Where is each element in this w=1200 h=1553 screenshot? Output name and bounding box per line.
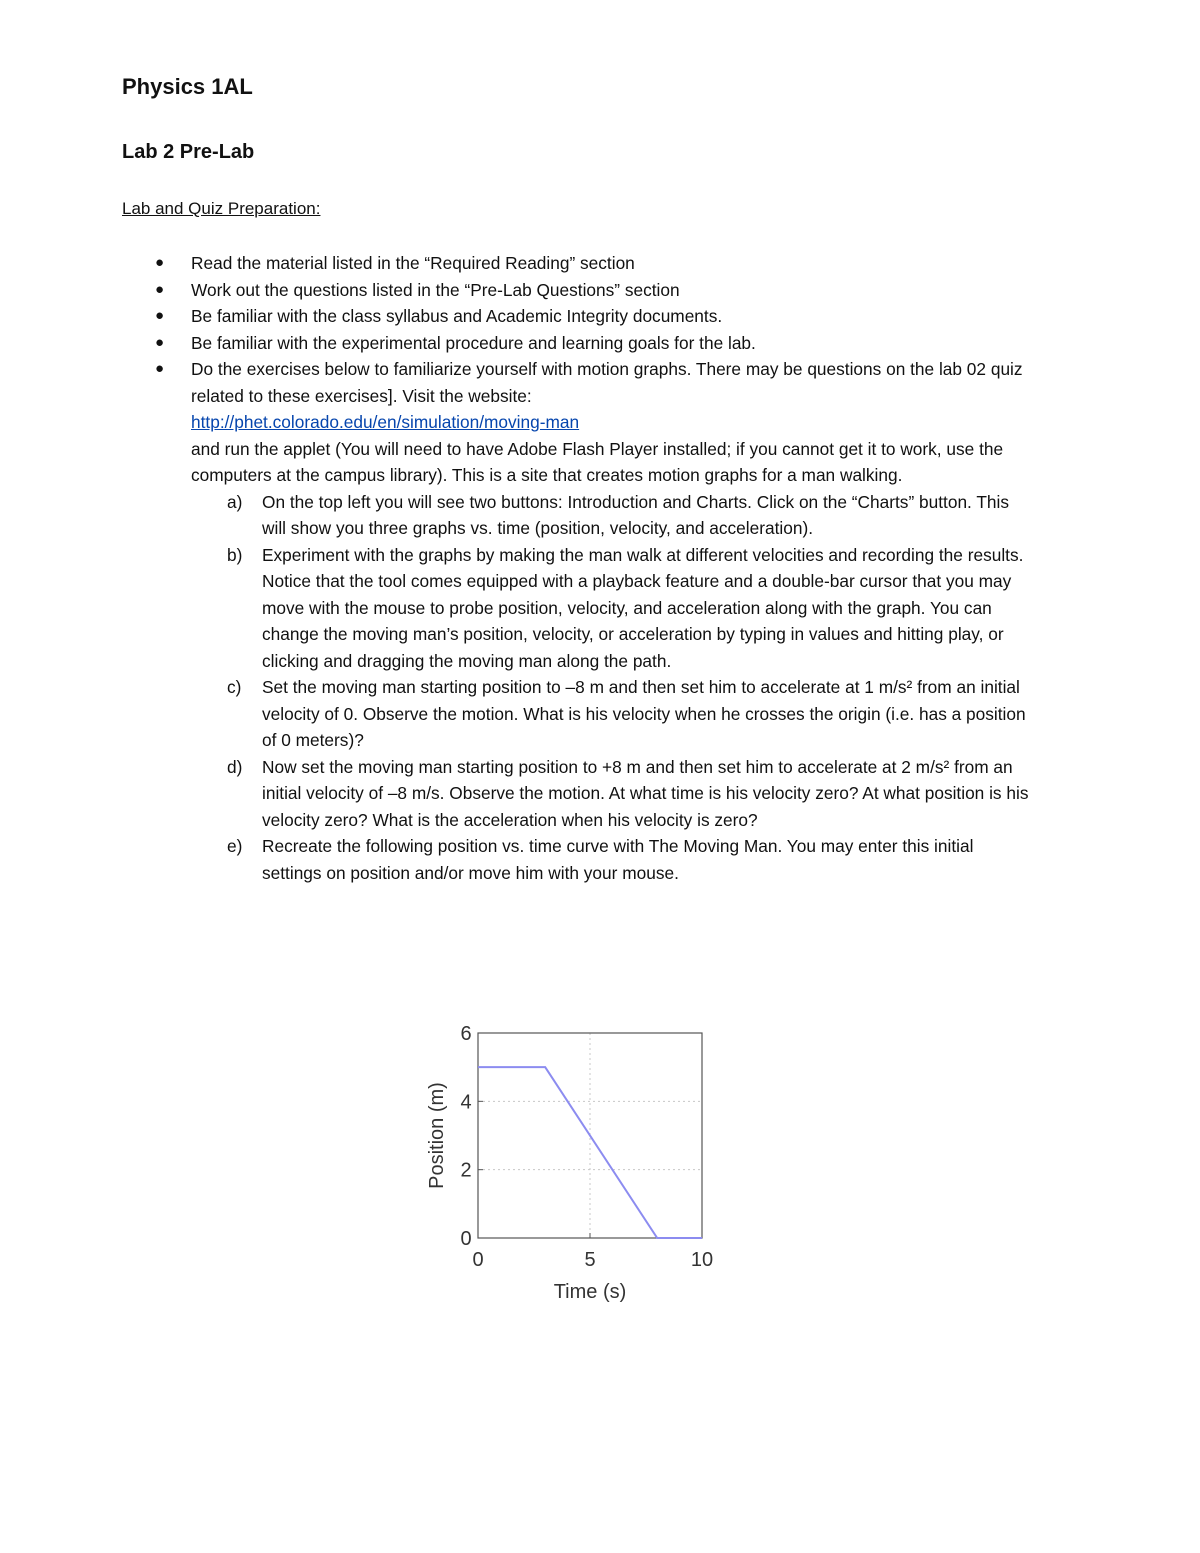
x-tick-label: 5 — [584, 1249, 596, 1271]
bullet-text: Be familiar with the class syllabus and Academic Integrity documents. — [191, 306, 723, 326]
item-letter: a) — [227, 491, 243, 512]
bullet-text: Do the exercises below to familiarize yourself with motion graphs. There may be questions on the lab 02 quiz related to these exercises]. Visit the website: — [191, 359, 1023, 406]
lab-title: Lab 2 Pre-Lab — [122, 141, 255, 163]
sub-list-item — [0, 674, 1032, 754]
y-tick-label: 6 — [460, 1023, 472, 1045]
list-item — [0, 330, 1031, 357]
series-line-position — [478, 1067, 702, 1238]
bullet-icon: ● — [155, 333, 165, 351]
item-text: Experiment with the graphs by making the man walk at different velocities and recording the results. Notice that the tool comes equipped with a playback feature and a double-bar cursor that you may move with the mouse to probe position, velocity, and acceleration along with the graph. You can change the moving man’s position, velocity, or acceleration by typing in values and hitting play, or clicking and dragging the moving man along the path. — [262, 544, 1024, 671]
item-letter: c) — [227, 677, 242, 697]
bullet-icon: ● — [155, 254, 165, 271]
moving-man-link[interactable]: http://phet.colorado.edu/en/simulation/moving-man — [191, 412, 580, 432]
section-heading: Lab and Quiz Preparation: — [122, 199, 321, 218]
bullet-icon: ● — [155, 307, 165, 324]
sub-list-item — [0, 489, 1032, 542]
item-text: Recreate the following position vs. time curve with The Moving Man. You may enter this initial settings on position and/or move him with your mouse. — [262, 836, 974, 883]
item-letter: b) — [227, 544, 243, 565]
bullet-text: and run the applet (You will need to have Adobe Flash Player installed; if you cannot get it to work, use the computers at the campus library). This is a site that creates motion graphs for a man walking. — [191, 438, 1004, 485]
item-letter: e) — [227, 836, 243, 856]
item-letter: d) — [227, 756, 243, 777]
bullet-icon: ● — [155, 280, 165, 298]
x-axis-label: Time (s) — [553, 1281, 627, 1303]
sub-list-item — [0, 833, 1032, 886]
list-item — [0, 277, 1031, 304]
course-title: Physics 1AL — [122, 74, 253, 99]
bullet-text: Work out the questions listed in the “Pre-Lab Questions” section — [191, 279, 680, 300]
x-tick-label: 10 — [690, 1249, 714, 1271]
list-item — [0, 356, 1031, 489]
item-text: Set the moving man starting position to –8 m and then set him to accelerate at 1 m/s² from an initial velocity of 0. Observe the motion. What is his velocity when he crosses the origin (i.e. has a position of 0 meters)? — [262, 677, 1026, 750]
y-tick-label: 0 — [460, 1228, 472, 1250]
x-tick-label: 0 — [472, 1249, 484, 1271]
sub-list-item — [0, 542, 1032, 675]
y-tick-label: 4 — [460, 1091, 472, 1114]
list-item — [0, 250, 1031, 277]
item-text: On the top left you will see two buttons: Introduction and Charts. Click on the “Charts” button. This will show you three graphs vs. time (position, velocity, and acceleration). — [262, 491, 1009, 538]
position-time-chart — [410, 1015, 730, 1325]
item-text: Now set the moving man starting position to +8 m and then set him to accelerate at 2 m/s² from an initial velocity of –8 m/s. Observe the motion. At what time is his velocity zero? At what position is his velocity zero? What is the acceleration when his velocity is zero? — [262, 756, 1029, 830]
list-item — [0, 303, 1031, 330]
preparation-list — [0, 250, 1200, 886]
bullet-icon: ● — [155, 360, 165, 377]
bullet-text: Read the material listed in the “Required Reading” section — [191, 253, 635, 273]
bullet-text: Be familiar with the experimental procedure and learning goals for the lab. — [191, 332, 756, 353]
sub-list-item — [0, 754, 1032, 834]
y-tick-label: 2 — [460, 1159, 472, 1182]
chart-svg — [410, 1015, 730, 1325]
y-axis-label: Position (m) — [426, 1082, 448, 1189]
